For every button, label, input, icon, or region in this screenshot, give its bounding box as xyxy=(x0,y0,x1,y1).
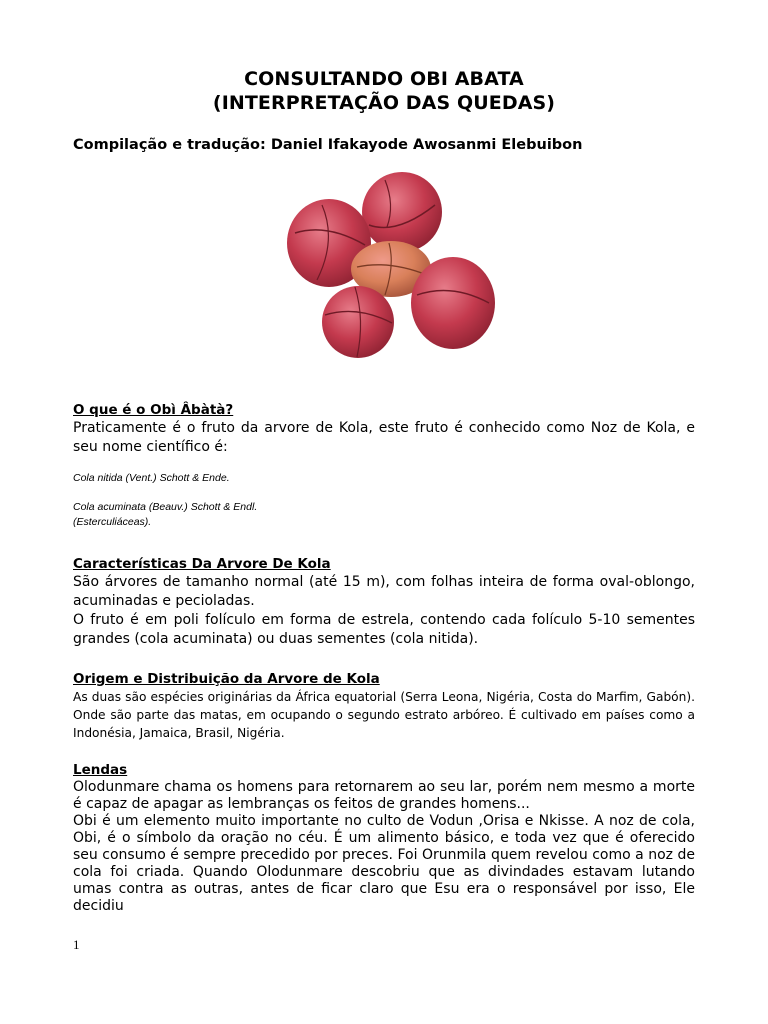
section-origin xyxy=(73,670,695,742)
paragraph: As duas são espécies originárias da África equatorial (Serra Leona, Nigéria, Costa do Marfim, Gabón). Onde são parte das matas, em ocupando o segundo estrato arbóreo. É cultivado em países como a Indonésia, Jamaica, Brasil, Nigéria. xyxy=(73,690,695,740)
nut-top-right xyxy=(362,172,442,252)
nut-bottom xyxy=(322,286,394,358)
scientific-family: (Esterculiáceas). xyxy=(73,516,152,528)
scientific-name: Cola nitida (Vent.) Schott & Ende. xyxy=(73,472,230,484)
paragraph: São árvores de tamanho normal (até 15 m), com folhas inteira de forma oval-oblongo, acuminadas e pecioladas. xyxy=(73,574,695,609)
paragraph: Obi é um elemento muito importante no culto de Vodun ,Orisa e Nkisse. A noz de cola, Obi, é o símbolo da oração no céu. É um alimento básico, e toda vez que é oferecido seu consumo é sempre precedido por preces. Foi Orunmila quem revelou como a noz de cola foi criada. Quando Olodunmare descobriu que as divindades estavam lutando umas contra as outras, antes de ficar claro que Esu era o responsável por isso, Ele decidiu xyxy=(73,813,695,914)
section-heading: Características Da Arvore De Kola xyxy=(73,556,331,572)
paragraph: Praticamente é o fruto da arvore de Kola, este fruto é conhecido como Noz de Kola, e seu nome científico é: xyxy=(73,420,695,455)
scientific-name: Cola acuminata (Beauv.) Schott & Endl. xyxy=(73,501,258,513)
compilation-credit: Compilação e tradução: Daniel Ifakayode Awosanmi Elebuibon xyxy=(73,137,583,153)
kola-nuts-image xyxy=(277,165,503,363)
section-heading: O que é o Obì Âbàtà? xyxy=(73,402,234,418)
section-heading: Lendas xyxy=(73,762,128,778)
document-title xyxy=(73,67,695,115)
nut-right xyxy=(411,257,495,349)
section-what-is-obi xyxy=(73,401,695,530)
page-number: 1 xyxy=(73,937,80,952)
section-characteristics xyxy=(73,555,695,649)
paragraph: Olodunmare chama os homens para retornarem ao seu lar, porém nem mesmo a morte é capaz de apagar as lembranças os feitos de grandes homens... xyxy=(73,779,695,812)
section-legends xyxy=(73,761,695,915)
title-line-2: (INTERPRETAÇÃO DAS QUEDAS) xyxy=(212,92,556,114)
paragraph: O fruto é em poli folículo em forma de estrela, contendo cada folículo 5-10 sementes grandes (cola acuminata) ou duas sementes (cola nitida). xyxy=(73,612,695,647)
title-line-1: CONSULTANDO OBI ABATA xyxy=(244,68,524,90)
section-heading: Origem e Distribuição da Arvore de Kola xyxy=(73,671,380,687)
